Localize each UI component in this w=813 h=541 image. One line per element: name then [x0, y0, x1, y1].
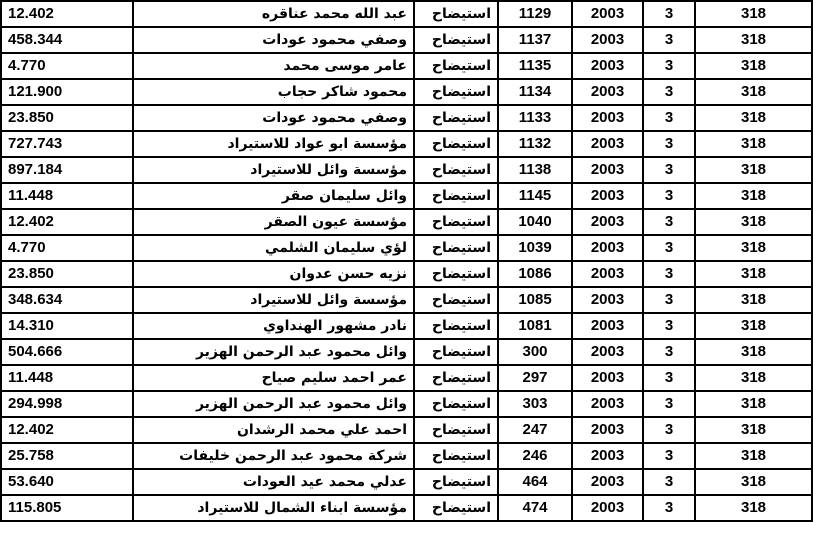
table-row — [1, 287, 812, 313]
year-cell: 2003 — [572, 417, 643, 443]
flag-cell: 3 — [643, 235, 695, 261]
number-cell: 1081 — [498, 313, 572, 339]
name-cell: عامر موسى محمد — [133, 53, 414, 79]
year-cell: 2003 — [572, 391, 643, 417]
flag-cell: 3 — [643, 313, 695, 339]
flag-cell: 3 — [643, 53, 695, 79]
type-cell: استيضاح — [414, 495, 498, 521]
table-row — [1, 339, 812, 365]
table-row — [1, 417, 812, 443]
flag-cell: 3 — [643, 105, 695, 131]
flag-cell: 3 — [643, 287, 695, 313]
name-cell: وصفي محمود عودات — [133, 105, 414, 131]
name-cell: احمد علي محمد الرشدان — [133, 417, 414, 443]
name-cell: عدلي محمد عيد العودات — [133, 469, 414, 495]
number-cell: 247 — [498, 417, 572, 443]
name-cell: وائل محمود عبد الرحمن الهزير — [133, 391, 414, 417]
type-cell: استيضاح — [414, 365, 498, 391]
number-cell: 1135 — [498, 53, 572, 79]
amount-cell: 11.448 — [1, 365, 133, 391]
table-row — [1, 79, 812, 105]
flag-cell: 3 — [643, 261, 695, 287]
number-cell: 1133 — [498, 105, 572, 131]
code-cell: 318 — [695, 417, 812, 443]
table-row — [1, 27, 812, 53]
year-cell: 2003 — [572, 469, 643, 495]
code-cell: 318 — [695, 131, 812, 157]
year-cell: 2003 — [572, 105, 643, 131]
amount-cell: 121.900 — [1, 79, 133, 105]
table-body — [1, 1, 812, 521]
name-cell: مؤسسة ابناء الشمال للاستيراد — [133, 495, 414, 521]
type-cell: استيضاح — [414, 443, 498, 469]
amount-cell: 504.666 — [1, 339, 133, 365]
amount-cell: 11.448 — [1, 183, 133, 209]
type-cell: استيضاح — [414, 157, 498, 183]
year-cell: 2003 — [572, 365, 643, 391]
flag-cell: 3 — [643, 469, 695, 495]
year-cell: 2003 — [572, 261, 643, 287]
type-cell: استيضاح — [414, 287, 498, 313]
type-cell: استيضاح — [414, 131, 498, 157]
table-row — [1, 443, 812, 469]
amount-cell: 458.344 — [1, 27, 133, 53]
type-cell: استيضاح — [414, 79, 498, 105]
number-cell: 300 — [498, 339, 572, 365]
year-cell: 2003 — [572, 131, 643, 157]
year-cell: 2003 — [572, 339, 643, 365]
flag-cell: 3 — [643, 131, 695, 157]
number-cell: 464 — [498, 469, 572, 495]
table-row — [1, 261, 812, 287]
year-cell: 2003 — [572, 183, 643, 209]
amount-cell: 14.310 — [1, 313, 133, 339]
name-cell: نادر مشهور الهنداوي — [133, 313, 414, 339]
type-cell: استيضاح — [414, 105, 498, 131]
amount-cell: 53.640 — [1, 469, 133, 495]
code-cell: 318 — [695, 27, 812, 53]
code-cell: 318 — [695, 313, 812, 339]
amount-cell: 23.850 — [1, 261, 133, 287]
year-cell: 2003 — [572, 209, 643, 235]
type-cell: استيضاح — [414, 27, 498, 53]
amount-cell: 23.850 — [1, 105, 133, 131]
year-cell: 2003 — [572, 287, 643, 313]
code-cell: 318 — [695, 209, 812, 235]
table-row — [1, 495, 812, 521]
code-cell: 318 — [695, 235, 812, 261]
type-cell: استيضاح — [414, 261, 498, 287]
table-row — [1, 183, 812, 209]
amount-cell: 4.770 — [1, 53, 133, 79]
year-cell: 2003 — [572, 53, 643, 79]
amount-cell: 294.998 — [1, 391, 133, 417]
amount-cell: 115.805 — [1, 495, 133, 521]
year-cell: 2003 — [572, 313, 643, 339]
type-cell: استيضاح — [414, 313, 498, 339]
flag-cell: 3 — [643, 339, 695, 365]
flag-cell: 3 — [643, 79, 695, 105]
amount-cell: 12.402 — [1, 209, 133, 235]
code-cell: 318 — [695, 469, 812, 495]
type-cell: استيضاح — [414, 235, 498, 261]
type-cell: استيضاح — [414, 417, 498, 443]
number-cell: 474 — [498, 495, 572, 521]
amount-cell: 25.758 — [1, 443, 133, 469]
type-cell: استيضاح — [414, 469, 498, 495]
type-cell: استيضاح — [414, 1, 498, 27]
number-cell: 1085 — [498, 287, 572, 313]
table-row — [1, 53, 812, 79]
year-cell: 2003 — [572, 495, 643, 521]
name-cell: مؤسسة وائل للاستيراد — [133, 157, 414, 183]
type-cell: استيضاح — [414, 183, 498, 209]
amount-cell: 727.743 — [1, 131, 133, 157]
number-cell: 1138 — [498, 157, 572, 183]
flag-cell: 3 — [643, 183, 695, 209]
code-cell: 318 — [695, 261, 812, 287]
code-cell: 318 — [695, 1, 812, 27]
code-cell: 318 — [695, 391, 812, 417]
code-cell: 318 — [695, 79, 812, 105]
flag-cell: 3 — [643, 27, 695, 53]
number-cell: 1137 — [498, 27, 572, 53]
code-cell: 318 — [695, 495, 812, 521]
name-cell: شركة محمود عبد الرحمن خليفات — [133, 443, 414, 469]
table-row — [1, 313, 812, 339]
number-cell: 1040 — [498, 209, 572, 235]
table-row — [1, 1, 812, 27]
amount-cell: 12.402 — [1, 417, 133, 443]
flag-cell: 3 — [643, 209, 695, 235]
name-cell: وصفي محمود عودات — [133, 27, 414, 53]
flag-cell: 3 — [643, 417, 695, 443]
flag-cell: 3 — [643, 391, 695, 417]
code-cell: 318 — [695, 105, 812, 131]
flag-cell: 3 — [643, 365, 695, 391]
name-cell: عبد الله محمد عناقره — [133, 1, 414, 27]
table-row — [1, 235, 812, 261]
name-cell: مؤسسة وائل للاستيراد — [133, 287, 414, 313]
number-cell: 1132 — [498, 131, 572, 157]
amount-cell: 897.184 — [1, 157, 133, 183]
year-cell: 2003 — [572, 235, 643, 261]
year-cell: 2003 — [572, 79, 643, 105]
table-row — [1, 209, 812, 235]
year-cell: 2003 — [572, 27, 643, 53]
code-cell: 318 — [695, 53, 812, 79]
table-row — [1, 365, 812, 391]
name-cell: مؤسسة عيون الصقر — [133, 209, 414, 235]
name-cell: مؤسسة ابو عواد للاستيراد — [133, 131, 414, 157]
table-row — [1, 105, 812, 131]
name-cell: لؤي سليمان الشلمي — [133, 235, 414, 261]
type-cell: استيضاح — [414, 339, 498, 365]
table-row — [1, 391, 812, 417]
code-cell: 318 — [695, 443, 812, 469]
year-cell: 2003 — [572, 443, 643, 469]
amount-cell: 12.402 — [1, 1, 133, 27]
code-cell: 318 — [695, 365, 812, 391]
code-cell: 318 — [695, 183, 812, 209]
number-cell: 303 — [498, 391, 572, 417]
number-cell: 297 — [498, 365, 572, 391]
code-cell: 318 — [695, 157, 812, 183]
number-cell: 1134 — [498, 79, 572, 105]
table-row — [1, 469, 812, 495]
year-cell: 2003 — [572, 1, 643, 27]
amount-cell: 4.770 — [1, 235, 133, 261]
number-cell: 1145 — [498, 183, 572, 209]
code-cell: 318 — [695, 339, 812, 365]
name-cell: نزيه حسن عدوان — [133, 261, 414, 287]
number-cell: 1039 — [498, 235, 572, 261]
flag-cell: 3 — [643, 1, 695, 27]
code-cell: 318 — [695, 287, 812, 313]
type-cell: استيضاح — [414, 391, 498, 417]
number-cell: 1129 — [498, 1, 572, 27]
number-cell: 1086 — [498, 261, 572, 287]
name-cell: وائل سليمان صقر — [133, 183, 414, 209]
name-cell: عمر احمد سليم صياح — [133, 365, 414, 391]
flag-cell: 3 — [643, 495, 695, 521]
amount-cell: 348.634 — [1, 287, 133, 313]
name-cell: وائل محمود عبد الرحمن الهزير — [133, 339, 414, 365]
name-cell: محمود شاكر حجاب — [133, 79, 414, 105]
type-cell: استيضاح — [414, 209, 498, 235]
table-row — [1, 131, 812, 157]
flag-cell: 3 — [643, 157, 695, 183]
number-cell: 246 — [498, 443, 572, 469]
type-cell: استيضاح — [414, 53, 498, 79]
table-row — [1, 157, 812, 183]
flag-cell: 3 — [643, 443, 695, 469]
year-cell: 2003 — [572, 157, 643, 183]
